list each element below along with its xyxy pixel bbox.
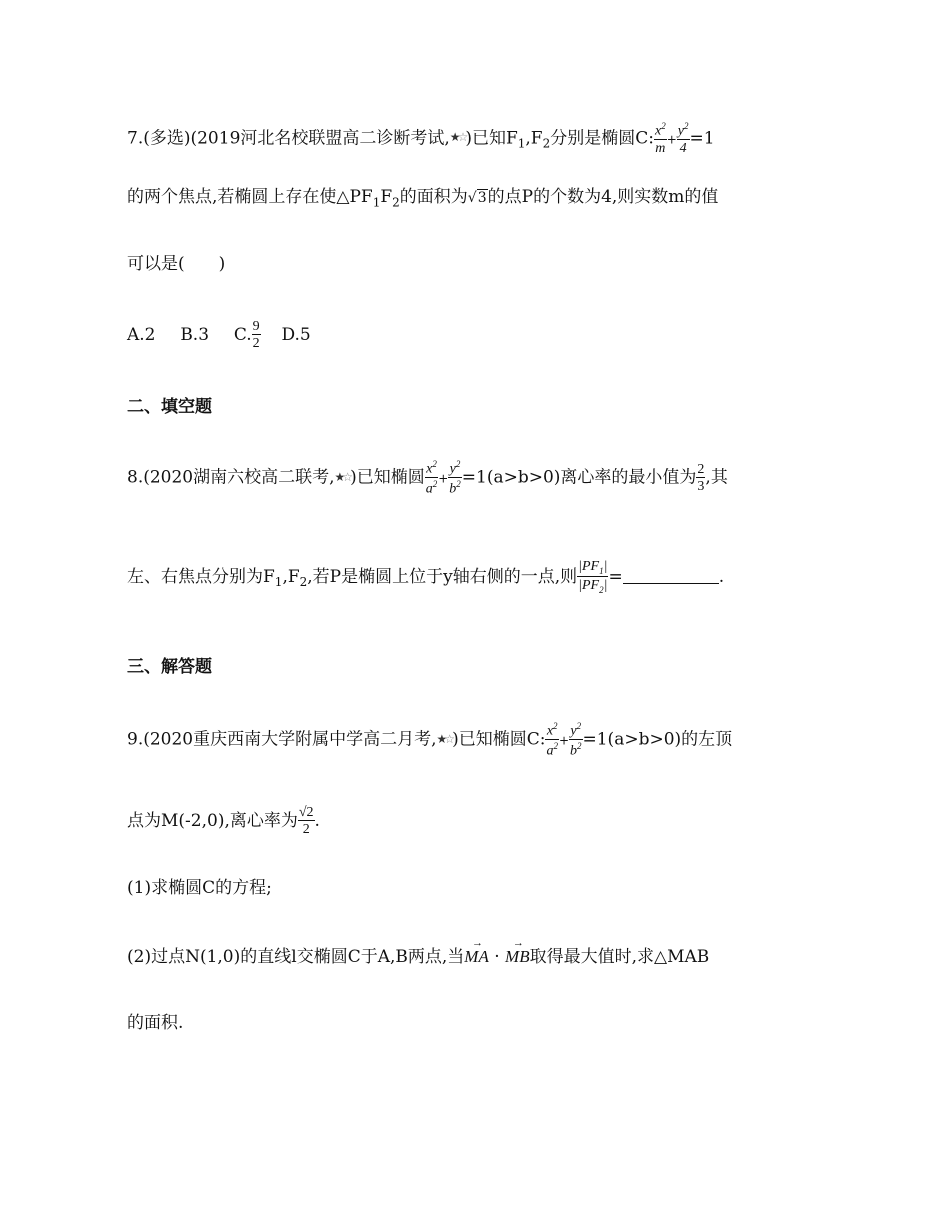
q8-line2: 左、右焦点分别为$F_1,F_2$,若P是椭圆上位于y轴右侧的一点,则 $\frac{|PF_1|}{|PF_2|}$ = .	[127, 559, 725, 595]
q7-line1: 7.(多选)(2019河北名校联盟高二诊断考试,★☆)已知$F_1,F_2$分别是椭圆C: $\frac{x^2}{m}$ + $\frac{y^2}{4}$ =1	[127, 121, 715, 156]
answer-blank[interactable]	[623, 569, 719, 584]
section-heading-fill-blank: 二、填空题	[127, 397, 212, 417]
q9-part2-line2: 的面积.	[127, 1013, 184, 1033]
option-b: B.3	[180, 325, 210, 345]
q9-frac-y2-b2: $\frac{y^2}{b^2}$	[570, 721, 582, 759]
q8-frac-2-3: $\frac{2}{3}$	[697, 461, 705, 494]
star-rating-icon: ★☆	[449, 130, 466, 145]
star-rating-icon: ★☆	[334, 469, 351, 484]
q7-options	[127, 320, 311, 351]
q9-part1: (1)求椭圆C的方程;	[127, 878, 272, 898]
q8-frac-x2-a2: $\frac{x^2}{a^2}$	[425, 459, 438, 497]
option-c: C. $\frac{9}{2}$	[233, 319, 260, 351]
q8-source: 8.(2020湖南六校高二联考,	[127, 467, 335, 488]
vector-mb: → MB	[505, 948, 530, 965]
vector-ma: → MA	[464, 948, 489, 965]
q9-line1: 9.(2020重庆西南大学附属中学高二月考,★☆)已知椭圆C: $\frac{x^2}{a^2}$ + $\frac{y^2}{b^2}$ =1(a>b>0)的左顶	[127, 721, 733, 759]
option-a: A.2	[127, 325, 156, 345]
q9-line2: 点为M(-2,0),离心率为 $\frac{√2}{2}$ .	[127, 805, 320, 837]
q9-ecc-sqrt2-over-2: $\frac{√2}{2}$	[298, 805, 314, 837]
q9-frac-x2-a2: $\frac{x^2}{a^2}$	[546, 721, 558, 759]
sqrt-3: √3	[467, 190, 487, 206]
option-d: D.5	[281, 325, 311, 345]
section-heading-answer: 三、解答题	[127, 657, 212, 677]
q7-line2: 的两个焦点,若椭圆上存在使$\triangle PF_1F_2$的面积为√3的点P的个数为4,则实数m的值	[127, 187, 719, 210]
q9-part2-line1: (2)过点N(1,0)的直线l交椭圆C于A,B两点,当→ MA · → MB取得最大值时,求△MAB	[127, 948, 709, 966]
q8-frac-y2-b2: $\frac{y^2}{b^2}$	[449, 459, 461, 497]
star-rating-icon: ★☆	[436, 731, 453, 746]
q8-ratio-pf1-pf2: $\frac{|PF_1|}{|PF_2|}$	[578, 559, 608, 595]
q7-frac-x2-m: $\frac{x^2}{m}$	[655, 121, 666, 156]
q7-source: 7.(多选)(2019河北名校联盟高二诊断考试,	[127, 128, 450, 149]
q7-line3: 可以是( )	[127, 254, 226, 274]
q8-line1: 8.(2020湖南六校高二联考,★☆)已知椭圆 $\frac{x^2}{a^2}$ + $\frac{y^2}{b^2}$ =1(a>b>0)离心率的最小值为 $\frac{2}{3}$ ,其	[127, 459, 728, 497]
q9-source: 9.(2020重庆西南大学附属中学高二月考,	[127, 729, 437, 750]
q7-frac-y2-4: $\frac{y^2}{4}$	[677, 121, 689, 156]
